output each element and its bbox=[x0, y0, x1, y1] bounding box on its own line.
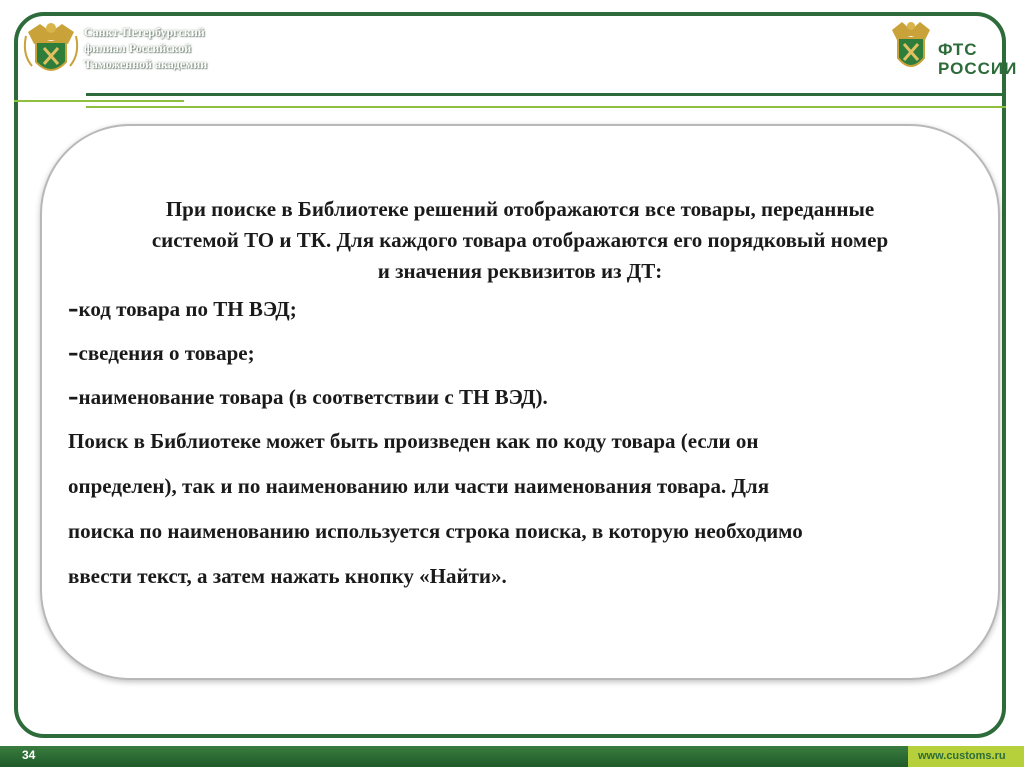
intro-line: При поиске в Библиотеке решений отображаются все товары, переданные bbox=[165, 197, 875, 221]
paragraph-line: ввести текст, а затем нажать кнопку «Найти». bbox=[68, 564, 507, 588]
dash-bullet-icon: – bbox=[68, 341, 79, 365]
list-item bbox=[60, 287, 980, 331]
intro-paragraph bbox=[60, 194, 980, 287]
list-item bbox=[60, 331, 980, 375]
page-number: 34 bbox=[22, 748, 36, 762]
website-link[interactable]: www.customs.ru bbox=[918, 750, 1006, 762]
paragraph-line: поиска по наименованию используется строка поиска, в которую необходимо bbox=[68, 519, 803, 543]
paragraph-line: определен), так и по наименованию или части наименования товара. Для bbox=[68, 474, 770, 498]
fts-brand bbox=[938, 40, 1018, 78]
fts-emblem-icon bbox=[888, 18, 934, 78]
academy-name-line: Таможенной академии bbox=[84, 57, 208, 71]
list-item-text: код товара по ТН ВЭД; bbox=[78, 297, 297, 321]
academy-emblem-icon bbox=[22, 18, 80, 80]
academy-name-line: филиал Российской bbox=[84, 41, 192, 55]
fts-brand-line: РОССИИ bbox=[938, 59, 1018, 78]
header-accent-line-left bbox=[14, 100, 184, 102]
header-divider bbox=[86, 93, 1006, 96]
footer-bar bbox=[0, 746, 908, 767]
intro-line: системой ТО и ТК. Для каждого товара отображаются его порядковый номер bbox=[151, 228, 889, 252]
search-paragraph bbox=[60, 419, 980, 599]
intro-line: и значения реквизитов из ДТ: bbox=[377, 259, 663, 283]
academy-name bbox=[84, 24, 304, 72]
dash-bullet-icon: – bbox=[68, 385, 79, 409]
list-item-text: наименование товара (в соответствии с ТН ВЭД). bbox=[78, 385, 548, 409]
dash-bullet-icon: – bbox=[68, 297, 79, 321]
header-accent-line bbox=[86, 106, 1006, 108]
fts-brand-line: ФТС bbox=[938, 40, 978, 59]
list-item-text: сведения о товаре; bbox=[78, 341, 255, 365]
slide-text bbox=[60, 194, 980, 599]
paragraph-line: Поиск в Библиотеке может быть произведен как по коду товара (если он bbox=[68, 429, 759, 453]
academy-name-line: Санкт-Петербургский bbox=[84, 25, 205, 39]
list-item bbox=[60, 375, 980, 419]
